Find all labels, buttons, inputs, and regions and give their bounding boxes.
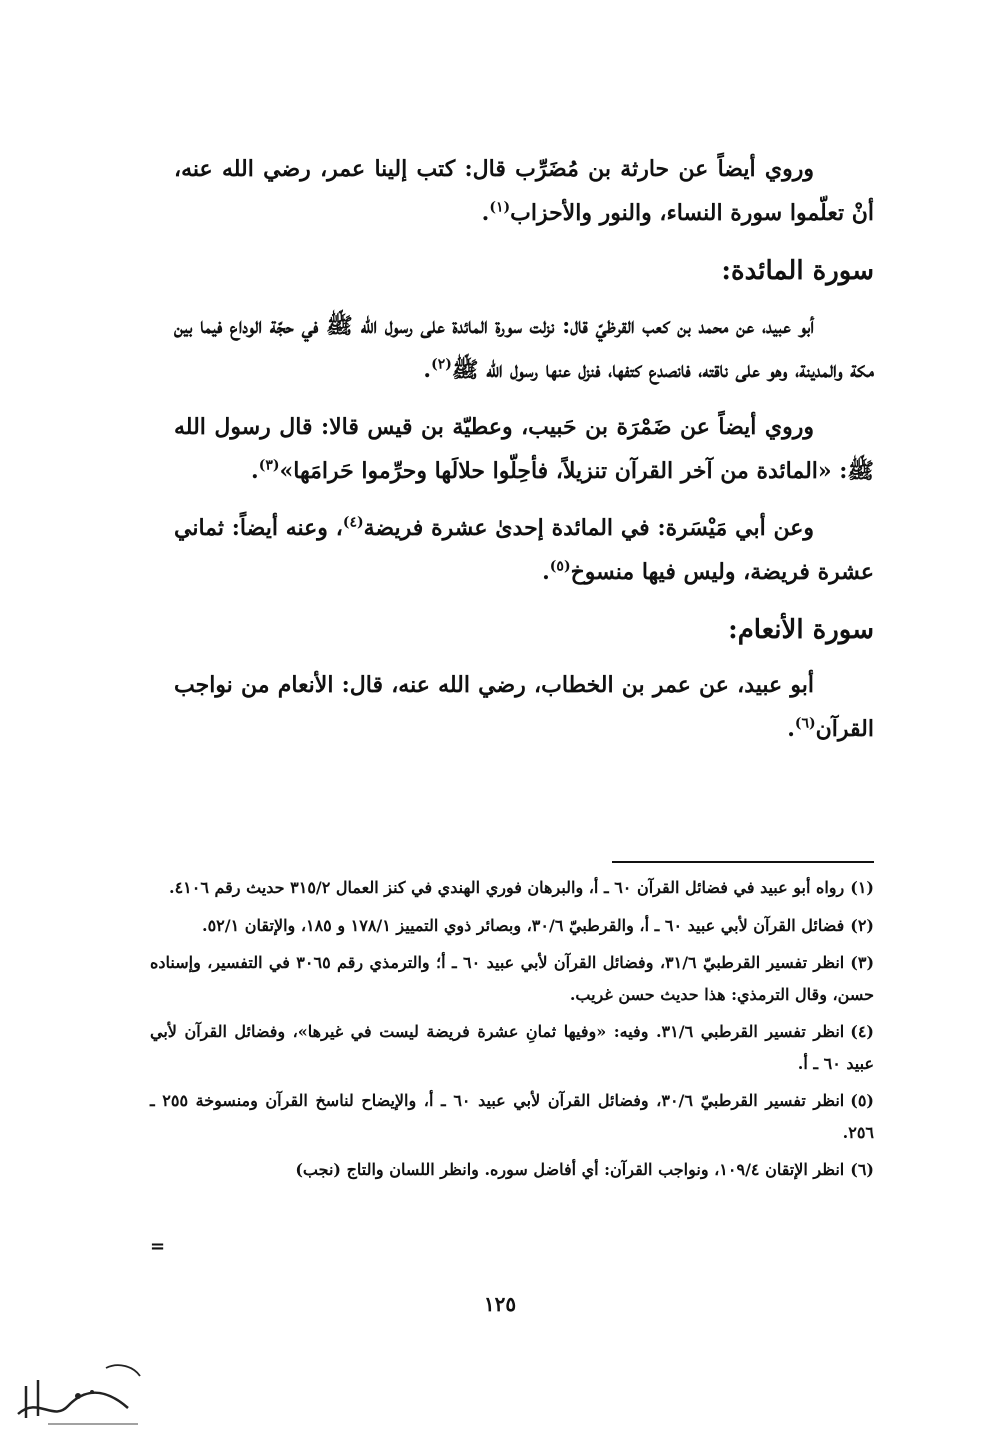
- footnote-text: انظر تفسير القرطبيّ ٣٠/٦، وفضائل القرآن لأبي عبيد ٦٠ ـ أ، والإيضاح لناسخ القرآن ومنسوخة ٢٥٥ ـ ٢٥٦.: [150, 1091, 874, 1142]
- paragraph-end: .: [787, 715, 795, 742]
- footnote-2: [150, 910, 874, 942]
- footnote-text: رواه أبو عبيد في فضائل القرآن ٦٠ ـ أ، والبرهان فوري الهندي في كنز العمال ٣١٥/٢ حديث رقم ٤١٠٦.: [168, 878, 845, 897]
- footnote-text: فضائل القرآن لأبي عبيد ٦٠ ـ أ، والقرطبيّ ٣٠/٦، وبصائر ذوي التمييز ١٧٨/١ و ١٨٥، والإتقان ٥٢/١.: [202, 915, 845, 935]
- footnote-ref-3: (٣): [258, 457, 280, 474]
- footnote-3: [150, 947, 874, 1010]
- footnote-text: انظر تفسير القرطبي ٣١/٦. وفيه: «وفيها ثمانِ عشرة فريضة ليست في غيرها»، وفضائل القرآن لأبي عبيد ٦٠ ـ أ.: [150, 1022, 874, 1073]
- footnotes: [150, 872, 874, 1192]
- paragraph-text: وروي أيضاً عن حارثة بن مُضَرِّب قال: كتب إلينا عمر، رضي الله عنه، أنْ تعلّموا سورة النساء، والنور والأحزاب: [174, 156, 874, 226]
- footnote-6: [150, 1154, 874, 1186]
- page-number: ١٢٥: [483, 1292, 517, 1316]
- paragraph-text: وعن أبي مَيْسَرة: في المائدة إحدىٰ عشرة فريضة: [363, 515, 814, 541]
- main-text: [174, 148, 874, 765]
- library-watermark-logo: [8, 1356, 158, 1432]
- footnote-number: (٥): [850, 1091, 874, 1110]
- paragraph-end: .: [481, 199, 490, 226]
- paragraph-end: .: [542, 558, 550, 585]
- paragraph-umar: [174, 664, 874, 751]
- footnote-text: انظر الإتقان ١٠٩/٤، ونواجب القرآن: أي أفاضل سوره. وانظر اللسان والتاج (نجب): [295, 1160, 845, 1179]
- heading-surah-al-maidah: سورة المائدة:: [721, 256, 874, 286]
- footnote-ref-6: (٦): [794, 715, 816, 732]
- footnote-text: انظر تفسير القرطبيّ ٣١/٦، وفضائل القرآن لأبي عبيد ٦٠ ـ أ؛ والترمذي رقم ٣٠٦٥ في التفسير، وإسناده حسن، وقال الترمذي: هذا حديث حسن غريب.: [150, 953, 874, 1004]
- footnote-number: (٤): [850, 1022, 874, 1041]
- paragraph-text-continued: ، وعنه أيضاً: ثماني عشرة فريضة، وليس فيها منسوخ: [174, 515, 874, 585]
- footnote-number: (٣): [850, 953, 875, 972]
- footnote-ref-4: (٤): [342, 514, 364, 531]
- footnote-5: [150, 1085, 874, 1148]
- heading-surah-al-anam: سورة الأنعام:: [728, 615, 874, 645]
- paragraph-text: أبو عبيد، عن عمر بن الخطاب، رضي الله عنه، قال: الأنعام من نواجب القرآن: [174, 672, 874, 742]
- footnote-4: [150, 1016, 874, 1079]
- footnote-number: (٦): [850, 1160, 874, 1179]
- paragraph-muhammad-bin-kaab: [174, 305, 874, 392]
- footnote-number: (٢): [850, 915, 874, 935]
- footnote-separator: [612, 861, 874, 863]
- paragraph-text: وروي أيضاً عن ضَمْرَة بن حَبيب، وعطيّة بن قيس قالا: قال رسول الله ﷺ: «المائدة من آخر القرآن تنزيلاً، فأحِلّوا حلالَها وحرِّموا حَرامَها»: [174, 414, 874, 484]
- footnote-1: [150, 872, 874, 904]
- continuation-mark: =: [150, 1236, 166, 1257]
- paragraph-harithah: [174, 148, 874, 235]
- paragraph-damrah: [174, 406, 874, 493]
- paragraph-end: .: [423, 356, 432, 383]
- paragraph-text: أبو عبيد، عن محمد بن كعب القرظيّ قال: نزلت سورة المائدة على رسول الله ﷺ في حجّة الوداع فيما بين مكة والمدينة، وهو على ناقته، فانصدع كتفها، فنزل عنها رسول الله ﷺ: [174, 313, 874, 383]
- paragraph-end: .: [251, 457, 259, 484]
- footnote-ref-1: (١): [489, 199, 511, 216]
- footnote-ref-2: (٢): [431, 356, 452, 373]
- footnote-ref-5: (٥): [549, 558, 571, 575]
- footnote-number: (١): [850, 878, 874, 897]
- paragraph-abi-maysarah: [174, 507, 874, 594]
